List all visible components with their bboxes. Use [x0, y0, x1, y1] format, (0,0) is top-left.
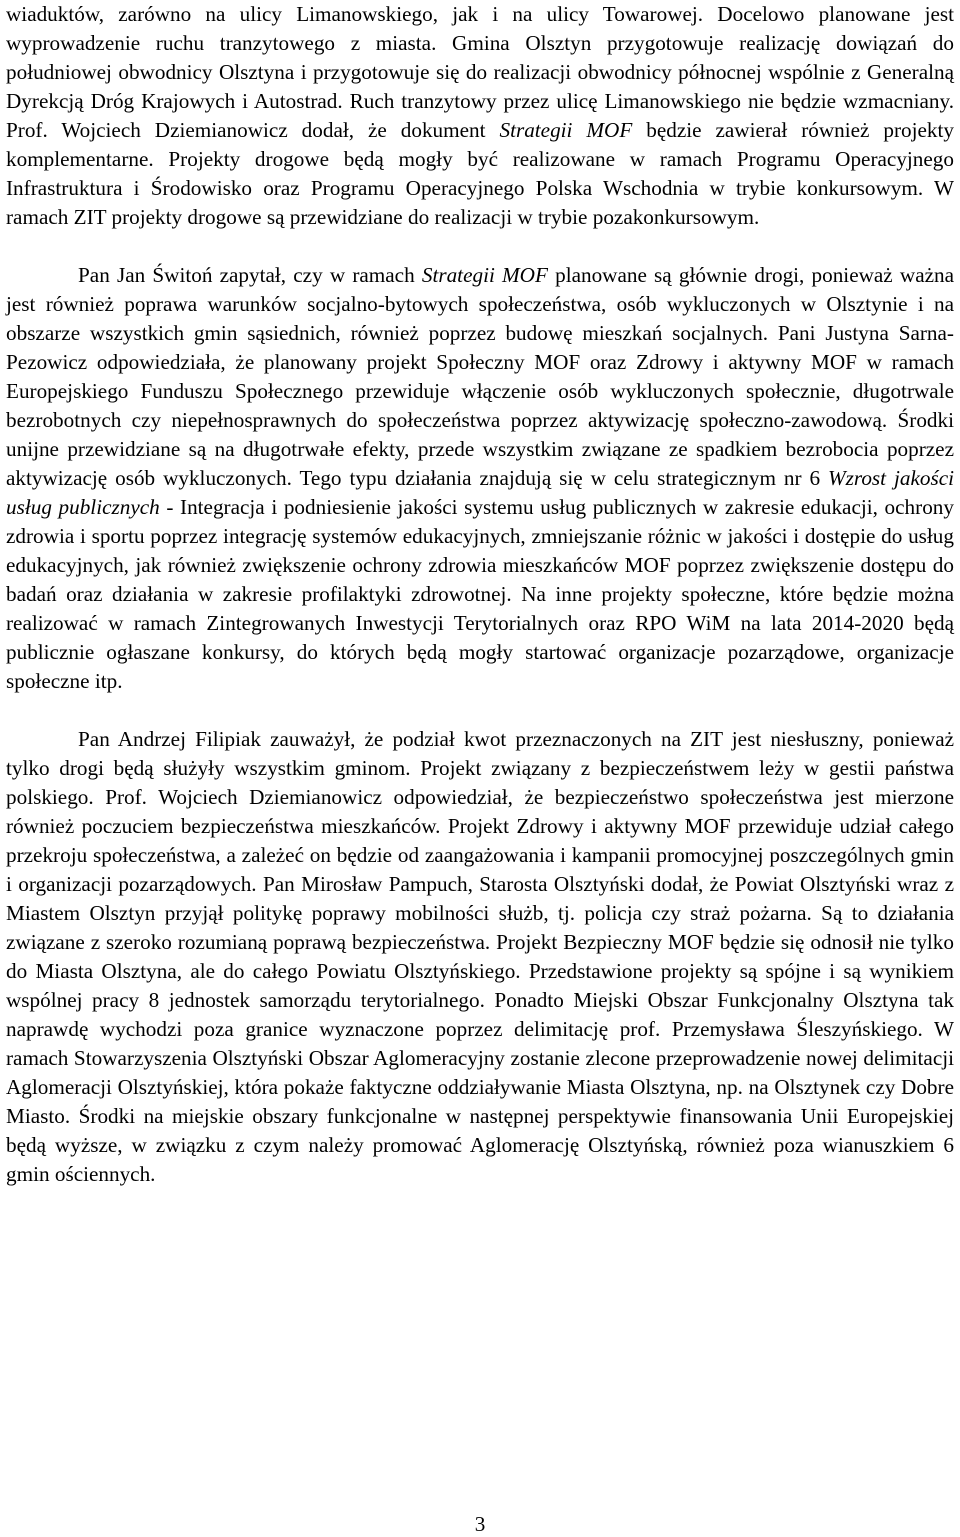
paragraph-gap — [6, 232, 954, 261]
paragraph-text: planowane są głównie drogi, ponieważ ważna jest również poprawa warunków socjalno-bytowych społeczeństwa, osób wykluczonych w Olsztynie i na obszarze wszystkich gmin sąsiednich, również poprzez budowę mieszkań socjalnych. Pani Justyna Sarna-Pezowicz odpowiedziała, że planowany projekt Społeczny MOF oraz Zdrowy i aktywny MOF w ramach Europejskiego Funduszu Społecznego przewiduje włączenie osób wykluczonych społecznie, długotrwale bezrobotnych czy niepełnosprawnych do społeczeństwa poprzez aktywizację społeczno-zawodową. Środki unijne przewidziane są na długotrwałe efekty, przede wszystkim związane ze spadkiem bezrobocia poprzez aktywizację osób wykluczonych. Tego typu działania znajdują się w celu strategicznym nr 6 — [6, 263, 954, 490]
paragraph-text: Pan Andrzej Filipiak zauważył, że podział kwot przeznaczonych na ZIT jest niesłuszny, ponieważ tylko drogi będą służyły wszystkim gminom. Projekt związany z bezpieczeństwem leży w gestii państwa polskiego. Prof. Wojciech Dziemianowicz odpowiedział, że bezpieczeństwo społeczeństwa jest mierzone również poczuciem bezpieczeństwa mieszkańców. Projekt Zdrowy i aktywny MOF przewiduje udział całego przekroju społeczeństwa, a zależeć on będzie od zaangażowania i kampanii promocyjnej poszczególnych gmin i organizacji pozarządowych. Pan Mirosław Pampuch, Starosta Olsztyński dodał, że Powiat Olsztyński wraz z Miastem Olsztyn przyjął politykę poprawy mobilności służb, tj. policja czy straż pożarna. Są to działania związane z szeroko rozumianą poprawą bezpieczeństwa. Projekt Bezpieczny MOF będzie się odnosił nie tylko do Miasta Olsztyna, ale do całego Powiatu Olsztyńskiego. Przedstawione projekty są spójne i są wynikiem wspólnej pracy 8 jednostek samorządu terytorialnego. Ponadto Miejski Obszar Funkcjonalny Olsztyna tak naprawdę wychodzi poza granice wyznaczone poprzez delimitację prof. Przemysława Śleszyńskiego. W ramach Stowarzyszenia Olsztyński Obszar Aglomeracyjny zostanie zlecone przeprowadzenie nowej delimitacji Aglomeracji Olsztyńskiej, która pokaże faktyczne oddziaływanie Miasta Olsztyna, np. na Olsztynek czy Dobre Miasto. Środki na miejskie obszary funkcjonalne w następnej perspektywie finansowania Unii Europejskiej będą wyższe, w związku z czym należy promować Aglomerację Olsztyńską, również poza wianuszkiem 6 gmin ościennych. — [6, 727, 954, 1186]
paragraph-text: będzie zawierał również projekty komplementarne. Projekty drogowe będą mogły być realizowane w ramach Programu Operacyjnego Infrastruktura i Środowisko oraz Programu Operacyjnego Polska Wschodnia w trybie konkursowym. W ramach ZIT projekty drogowe są przewidziane do realizacji w trybie pozakonkursowym. — [6, 118, 954, 229]
italic-term: Strategii MOF — [421, 263, 548, 287]
paragraph-1 — [6, 0, 954, 232]
paragraph-2 — [6, 261, 954, 696]
paragraph-text: wiaduktów, zarówno na ulicy Limanowskiego, jak i na ulicy Towarowej. Docelowo planowane jest wyprowadzenie ruchu tranzytowego z miasta. Gmina Olsztyn przygotowuje realizację dowiązań do południowej obwodnicy Olsztyna i przygotowuje się do realizacji obwodnicy północnej wspólnie z Generalną Dyrekcją Dróg Krajowych i Autostrad. Ruch tranzytowy przez ulicę Limanowskiego nie będzie wzmacniany. Prof. Wojciech Dziemianowicz dodał, że dokument — [6, 2, 954, 142]
paragraph-text: Pan Jan Świtoń zapytał, czy w ramach — [78, 263, 422, 287]
paragraph-gap — [6, 696, 954, 725]
italic-term: Wzrost jakości usług publicznych — [6, 466, 954, 519]
document-page — [6, 0, 954, 1189]
paragraph-text: - Integracja i podniesienie jakości systemu usług publicznych w zakresie edukacji, ochrony zdrowia i sportu poprzez integrację systemów edukacyjnych, zmniejszanie różnic w jakości i dostępie do usług edukacyjnych, jak również zwiększenie ochrony zdrowia mieszkańców MOF poprzez zwiększenie dostępu do badań oraz działania w zakresie profilaktyki zdrowotnej. Na inne projekty społeczne, które będzie można realizować w ramach Zintegrowanych Inwestycji Terytorialnych oraz RPO WiM na lata 2014-2020 będą publicznie ogłaszane konkursy, do których będą mogły startować organizacje pozarządowe, organizacje społeczne itp. — [6, 495, 954, 693]
italic-term: Strategii MOF — [499, 118, 633, 142]
paragraph-3 — [6, 725, 954, 1189]
page-number: 3 — [474, 1512, 486, 1536]
